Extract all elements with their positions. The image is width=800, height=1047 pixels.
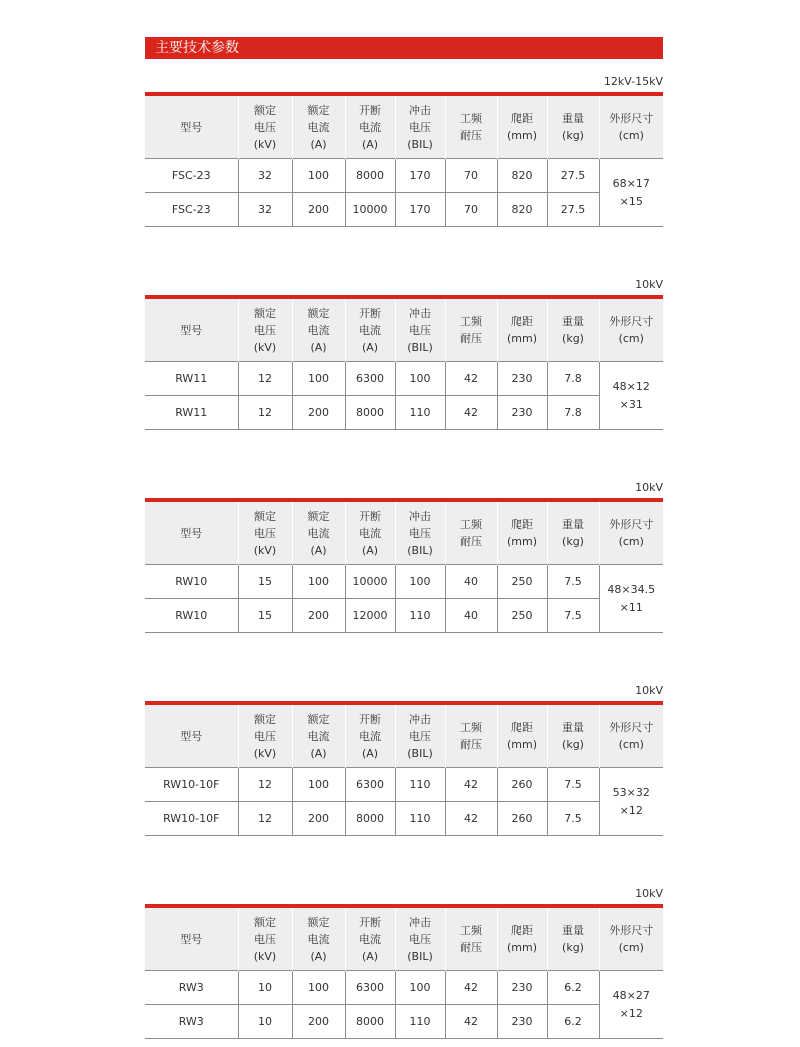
column-header: 爬距 (mm) — [497, 906, 547, 971]
voltage-class-label: 10kV — [635, 278, 663, 291]
table-row — [145, 362, 663, 396]
table-row — [145, 599, 663, 633]
column-header: 额定 电流 (A) — [292, 297, 345, 362]
cell-creepage: 820 — [497, 159, 547, 193]
cell-breaking-current: 10000 — [345, 193, 395, 227]
cell-rated-current: 100 — [292, 768, 345, 802]
column-header: 爬距 (mm) — [497, 500, 547, 565]
cell-power-freq: 40 — [445, 565, 497, 599]
table-row — [145, 768, 663, 802]
cell-breaking-current: 6300 — [345, 362, 395, 396]
cell-weight: 27.5 — [547, 159, 599, 193]
cell-power-freq: 42 — [445, 1005, 497, 1039]
cell-impulse: 110 — [395, 768, 445, 802]
cell-impulse: 100 — [395, 362, 445, 396]
column-header: 额定 电流 (A) — [292, 703, 345, 768]
cell-impulse: 100 — [395, 971, 445, 1005]
cell-weight: 6.2 — [547, 971, 599, 1005]
column-header: 重量 (kg) — [547, 703, 599, 768]
cell-dimensions: 53×32 ×12 — [599, 768, 663, 836]
cell-model: RW10 — [145, 565, 238, 599]
voltage-class-label: 10kV — [635, 481, 663, 494]
column-header: 额定 电流 (A) — [292, 500, 345, 565]
table-row — [145, 193, 663, 227]
cell-weight: 7.5 — [547, 768, 599, 802]
table-row — [145, 159, 663, 193]
cell-rated-voltage: 12 — [238, 396, 292, 430]
cell-creepage: 250 — [497, 565, 547, 599]
column-header: 爬距 (mm) — [497, 703, 547, 768]
column-header: 冲击 电压 (BIL) — [395, 297, 445, 362]
cell-rated-current: 200 — [292, 396, 345, 430]
cell-model: RW10-10F — [145, 768, 238, 802]
cell-power-freq: 42 — [445, 396, 497, 430]
cell-power-freq: 42 — [445, 362, 497, 396]
cell-rated-voltage: 10 — [238, 971, 292, 1005]
cell-weight: 7.8 — [547, 396, 599, 430]
spec-table — [145, 295, 663, 430]
cell-impulse: 110 — [395, 599, 445, 633]
cell-creepage: 250 — [497, 599, 547, 633]
cell-creepage: 230 — [497, 362, 547, 396]
cell-rated-voltage: 12 — [238, 768, 292, 802]
spec-block — [145, 278, 663, 438]
column-header: 型号 — [145, 297, 238, 362]
column-header: 重量 (kg) — [547, 906, 599, 971]
column-header: 型号 — [145, 906, 238, 971]
cell-impulse: 110 — [395, 1005, 445, 1039]
cell-rated-current: 100 — [292, 565, 345, 599]
table-header-row — [145, 906, 663, 971]
cell-model: RW11 — [145, 396, 238, 430]
cell-model: FSC-23 — [145, 159, 238, 193]
spec-block — [145, 887, 663, 1047]
cell-dimensions: 48×34.5 ×11 — [599, 565, 663, 633]
cell-rated-current: 100 — [292, 362, 345, 396]
table-header-row — [145, 297, 663, 362]
cell-creepage: 230 — [497, 971, 547, 1005]
cell-breaking-current: 8000 — [345, 159, 395, 193]
cell-power-freq: 42 — [445, 802, 497, 836]
voltage-class-label: 12kV-15kV — [603, 75, 663, 88]
cell-impulse: 170 — [395, 193, 445, 227]
column-header: 开断 电流 (A) — [345, 703, 395, 768]
cell-model: RW3 — [145, 971, 238, 1005]
cell-rated-voltage: 12 — [238, 362, 292, 396]
voltage-class-label: 10kV — [635, 684, 663, 697]
spec-table — [145, 701, 663, 836]
column-header: 额定 电压 (kV) — [238, 906, 292, 971]
cell-model: RW11 — [145, 362, 238, 396]
column-header: 额定 电压 (kV) — [238, 94, 292, 159]
cell-rated-voltage: 32 — [238, 193, 292, 227]
cell-creepage: 260 — [497, 768, 547, 802]
column-header: 开断 电流 (A) — [345, 94, 395, 159]
cell-impulse: 170 — [395, 159, 445, 193]
cell-creepage: 230 — [497, 396, 547, 430]
cell-model: RW10-10F — [145, 802, 238, 836]
cell-weight: 7.5 — [547, 599, 599, 633]
cell-creepage: 260 — [497, 802, 547, 836]
cell-rated-current: 200 — [292, 599, 345, 633]
spec-block — [145, 481, 663, 641]
column-header: 型号 — [145, 94, 238, 159]
cell-model: RW10 — [145, 599, 238, 633]
cell-weight: 7.5 — [547, 565, 599, 599]
spec-block — [145, 75, 663, 235]
cell-rated-voltage: 15 — [238, 599, 292, 633]
table-row — [145, 1005, 663, 1039]
cell-rated-voltage: 32 — [238, 159, 292, 193]
table-row — [145, 565, 663, 599]
column-header: 冲击 电压 (BIL) — [395, 703, 445, 768]
spec-table — [145, 498, 663, 633]
cell-breaking-current: 8000 — [345, 1005, 395, 1039]
column-header: 额定 电压 (kV) — [238, 703, 292, 768]
cell-impulse: 110 — [395, 396, 445, 430]
cell-power-freq: 42 — [445, 768, 497, 802]
column-header: 型号 — [145, 500, 238, 565]
cell-breaking-current: 6300 — [345, 768, 395, 802]
column-header: 工频 耐压 — [445, 500, 497, 565]
cell-power-freq: 70 — [445, 193, 497, 227]
cell-weight: 7.5 — [547, 802, 599, 836]
column-header: 开断 电流 (A) — [345, 297, 395, 362]
cell-breaking-current: 6300 — [345, 971, 395, 1005]
cell-rated-current: 200 — [292, 193, 345, 227]
column-header: 开断 电流 (A) — [345, 500, 395, 565]
column-header: 冲击 电压 (BIL) — [395, 94, 445, 159]
table-header-row — [145, 500, 663, 565]
cell-power-freq: 42 — [445, 971, 497, 1005]
cell-power-freq: 70 — [445, 159, 497, 193]
table-row — [145, 396, 663, 430]
column-header: 额定 电压 (kV) — [238, 297, 292, 362]
spec-block — [145, 684, 663, 844]
column-header: 外形尺寸 (cm) — [599, 297, 663, 362]
column-header: 爬距 (mm) — [497, 297, 547, 362]
table-row — [145, 802, 663, 836]
column-header: 冲击 电压 (BIL) — [395, 500, 445, 565]
cell-creepage: 820 — [497, 193, 547, 227]
column-header: 冲击 电压 (BIL) — [395, 906, 445, 971]
column-header: 工频 耐压 — [445, 297, 497, 362]
cell-rated-current: 100 — [292, 971, 345, 1005]
cell-weight: 7.8 — [547, 362, 599, 396]
cell-weight: 27.5 — [547, 193, 599, 227]
column-header: 外形尺寸 (cm) — [599, 500, 663, 565]
column-header: 重量 (kg) — [547, 500, 599, 565]
cell-dimensions: 48×12 ×31 — [599, 362, 663, 430]
cell-dimensions: 48×27 ×12 — [599, 971, 663, 1039]
cell-breaking-current: 10000 — [345, 565, 395, 599]
column-header: 爬距 (mm) — [497, 94, 547, 159]
cell-power-freq: 40 — [445, 599, 497, 633]
cell-rated-voltage: 10 — [238, 1005, 292, 1039]
cell-impulse: 100 — [395, 565, 445, 599]
cell-breaking-current: 8000 — [345, 802, 395, 836]
column-header: 开断 电流 (A) — [345, 906, 395, 971]
spec-table — [145, 92, 663, 227]
cell-rated-current: 100 — [292, 159, 345, 193]
column-header: 外形尺寸 (cm) — [599, 906, 663, 971]
cell-rated-voltage: 15 — [238, 565, 292, 599]
column-header: 型号 — [145, 703, 238, 768]
table-row — [145, 971, 663, 1005]
column-header: 工频 耐压 — [445, 906, 497, 971]
column-header: 额定 电压 (kV) — [238, 500, 292, 565]
cell-breaking-current: 12000 — [345, 599, 395, 633]
spec-table — [145, 904, 663, 1039]
column-header: 外形尺寸 (cm) — [599, 94, 663, 159]
cell-impulse: 110 — [395, 802, 445, 836]
table-header-row — [145, 703, 663, 768]
column-header: 工频 耐压 — [445, 703, 497, 768]
column-header: 额定 电流 (A) — [292, 906, 345, 971]
column-header: 重量 (kg) — [547, 94, 599, 159]
cell-model: FSC-23 — [145, 193, 238, 227]
column-header: 工频 耐压 — [445, 94, 497, 159]
cell-weight: 6.2 — [547, 1005, 599, 1039]
column-header: 重量 (kg) — [547, 297, 599, 362]
cell-creepage: 230 — [497, 1005, 547, 1039]
cell-rated-current: 200 — [292, 1005, 345, 1039]
column-header: 外形尺寸 (cm) — [599, 703, 663, 768]
cell-dimensions: 68×17 ×15 — [599, 159, 663, 227]
column-header: 额定 电流 (A) — [292, 94, 345, 159]
voltage-class-label: 10kV — [635, 887, 663, 900]
cell-breaking-current: 8000 — [345, 396, 395, 430]
table-header-row — [145, 94, 663, 159]
cell-rated-current: 200 — [292, 802, 345, 836]
cell-rated-voltage: 12 — [238, 802, 292, 836]
section-title: 主要技术参数 — [145, 37, 663, 59]
cell-model: RW3 — [145, 1005, 238, 1039]
